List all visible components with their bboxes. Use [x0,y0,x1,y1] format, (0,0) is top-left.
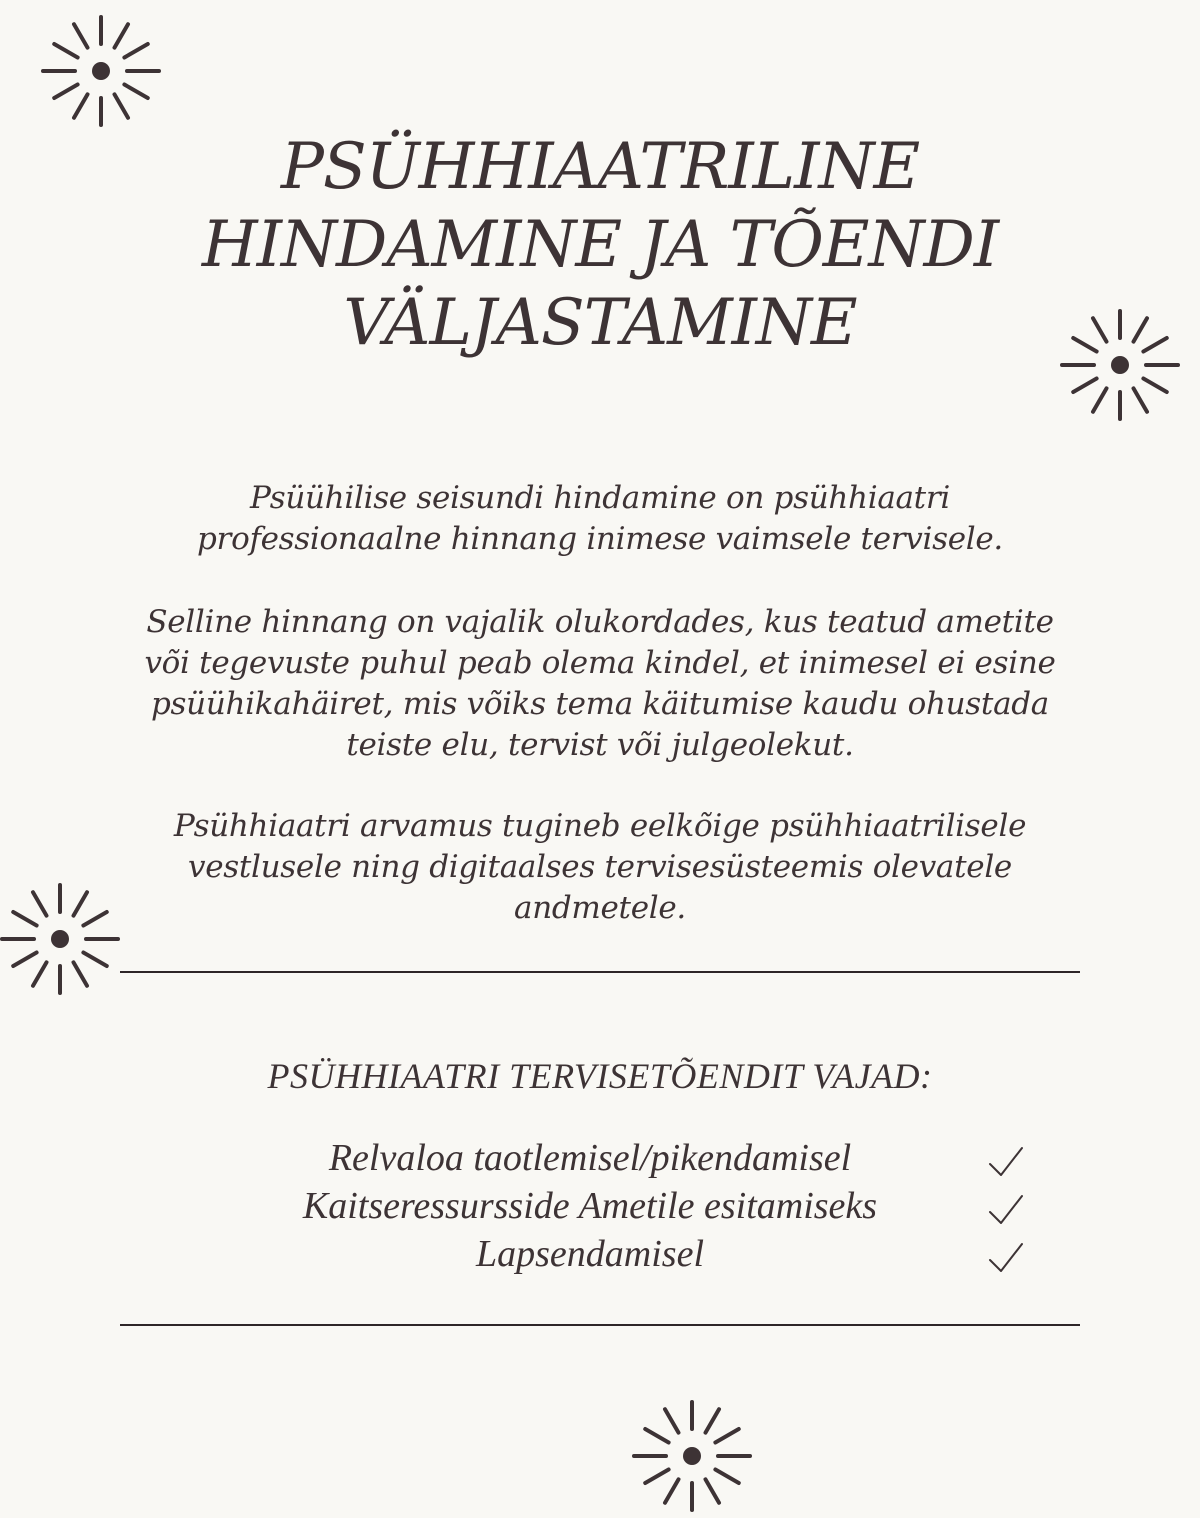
paragraph-line: või tegevuste puhul peab olema kindel, et inimesel ei esine [144,645,1056,681]
divider [120,1324,1080,1326]
paragraph-line: Selline hinnang on vajalik olukordades, kus teatud ametite [146,604,1054,640]
sunburst-icon [39,9,163,133]
paragraph-line: Psüühilise seisundi hindamine on psühhiaatri [250,480,950,516]
requirement-item [0,1230,1200,1278]
checkmark-icon [986,1142,1026,1182]
paragraph-line: professionaalne hinnang inimese vaimsele tervisele. [197,521,1003,557]
title-line: VÄLJASTAMINE [343,286,857,360]
sunburst-icon [630,1394,754,1518]
requirement-label: Lapsendamisel [476,1233,704,1275]
checkmark-icon [986,1238,1026,1278]
paragraph-line: andmetele. [514,890,686,926]
divider [120,971,1080,973]
paragraph-line: Psühhiaatri arvamus tugineb eelkõige psühhiaatrilisele [173,808,1027,844]
checkmark-icon [986,1190,1026,1230]
title-line: PSÜHHIAATRILINE [280,130,920,204]
purpose-paragraph [60,602,1140,766]
basis-paragraph [60,806,1140,929]
title-line: HINDAMINE JA TÕENDI [201,208,999,282]
intro-paragraph [60,478,1140,560]
paragraph-line: psüühikahäiret, mis võiks tema käitumise kaudu ohustada [151,686,1049,722]
requirement-label: Relvaloa taotlemisel/pikendamisel [328,1137,852,1179]
requirements-heading: PSÜHHIAATRI TERVISETÕENDIT VAJAD: [267,1056,933,1096]
requirement-label: Kaitseressursside Ametile esitamiseks [302,1185,878,1227]
paragraph-line: teiste elu, tervist või julgeolekut. [346,727,854,763]
requirement-item [0,1134,1200,1182]
page-title [100,128,1100,362]
paragraph-line: vestlusele ning digitaalses tervisesüsteemis olevatele [188,849,1012,885]
requirements-list [0,1134,1200,1278]
requirement-item [0,1182,1200,1230]
